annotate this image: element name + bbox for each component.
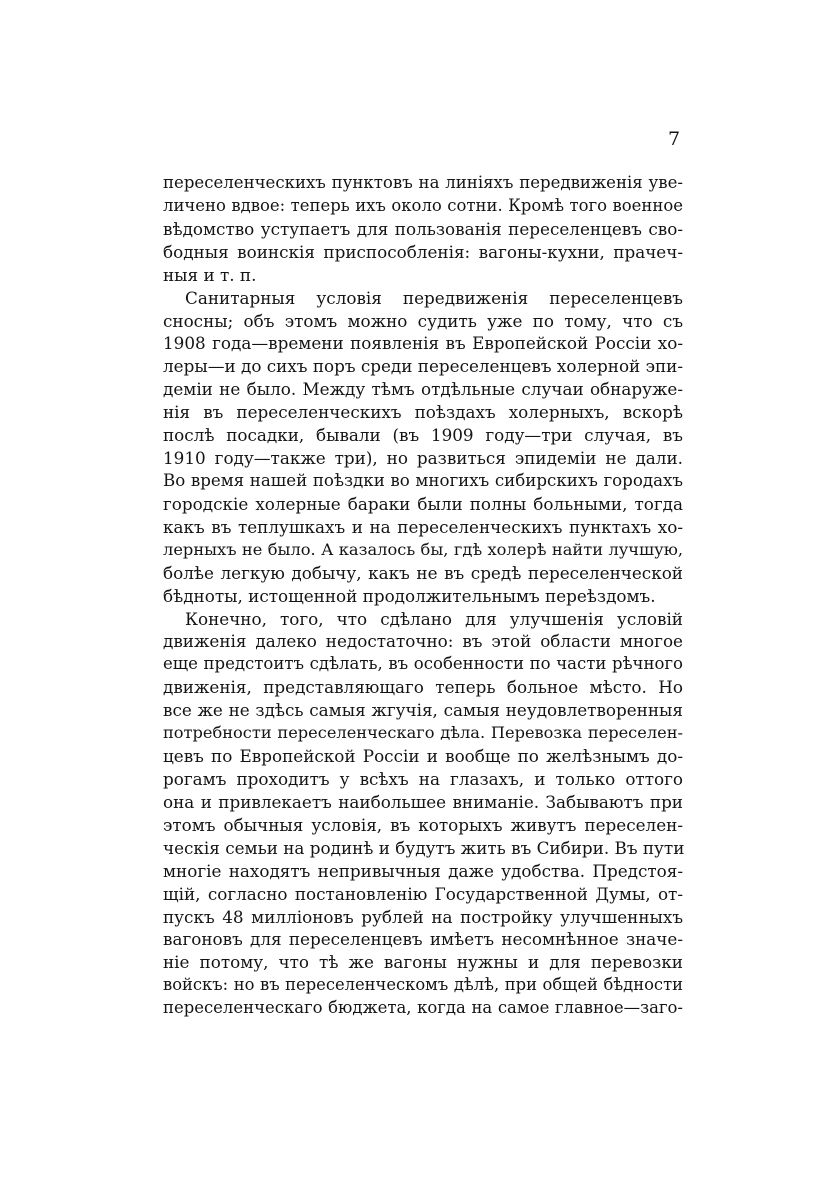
text-line: еще предстоитъ сдѣлать, въ особенности по части рѣчного (163, 654, 683, 674)
paragraph-start-line: Конечно, того, что сдѣлано для улучшенія условій (185, 608, 683, 629)
body-text (163, 172, 683, 1020)
text-line: пускъ 48 милліоновъ рублей на постройку улучшенныхъ (163, 906, 683, 927)
text-line: 1908 года—времени появленія въ Европейской Россіи хо- (163, 333, 683, 354)
text-line: личено вдвое: теперь ихъ около сотни. Кромѣ того военное (163, 195, 683, 215)
text-line: леры—и до сихъ поръ среди переселенцевъ холерной эпи- (163, 356, 684, 377)
text-line: она и привлекаетъ наибольшее вниманіе. Забываютъ при (163, 791, 683, 812)
text-line: переселенческихъ пунктовъ на линіяхъ передвиженія уве- (163, 173, 683, 192)
text-line: бодныя воинскія приспособленія: вагоны-кухни, прачеч- (163, 241, 683, 262)
text-line: бѣдноты, истощенной продолжительнымъ переѣздомъ. (163, 585, 656, 606)
text-line: послѣ посадки, бывали (въ 1909 году—три случая, въ (163, 425, 683, 446)
text-line: ныя и т. п. (163, 264, 257, 285)
text-line: болѣе легкую добычу, какъ не въ средѣ переселенческой (163, 562, 683, 583)
text-line: городскіе холерные бараки были полны больными, тогда (163, 493, 683, 514)
text-line: ніе потому, что тѣ же вагоны нужны и для перевозки (163, 952, 683, 973)
paragraph-start-line: Санитарныя условія передвиженія переселенцевъ (185, 287, 683, 308)
text-line: 1910 году—также три), но развиться эпидеміи не дали. (163, 448, 683, 469)
text-line: лерныхъ не было. А казалось бы, гдѣ холерѣ найти лучшую, (163, 539, 683, 559)
text-line: нія въ переселенческихъ поѣздахъ холерныхъ, вскорѣ (163, 402, 683, 423)
text-line: щій, согласно постановленію Государственной Думы, от- (163, 883, 683, 904)
text-line: движенія далеко недостаточно: въ этой области многое (163, 631, 683, 652)
text-line: вѣдомство уступаетъ для пользованія переселенцевъ сво- (163, 218, 683, 239)
text-line: какъ въ теплушкахъ и на переселенческихъ пунктахъ хо- (163, 516, 683, 537)
text-line: этомъ обычныя условія, въ которыхъ живутъ переселен- (163, 814, 683, 835)
text-line: цевъ по Европейской Россіи и вообще по желѣзнымъ до- (163, 746, 683, 767)
text-line: потребности переселенческаго дѣла. Перевозка переселен- (163, 723, 683, 743)
text-line: сносны; объ этомъ можно судить уже по тому, что съ (163, 310, 683, 331)
text-line: деміи не было. Между тѣмъ отдѣльные случаи обнаруже- (163, 379, 683, 400)
text-line: многіе находятъ непривычныя даже удобства. Предстоя- (163, 860, 683, 881)
text-line: вагоновъ для переселенцевъ имѣетъ несомнѣнное значе- (163, 929, 683, 950)
text-line: все же не здѣсь самыя жгучія, самыя неудовлетворенныя (163, 700, 683, 721)
text-line: рогамъ проходитъ у всѣхъ на глазахъ, и только оттого (163, 768, 683, 789)
text-line: войскъ: но въ переселенческомъ дѣлѣ, при общей бѣдности (163, 975, 683, 995)
text-line: ческія семьи на родинѣ и будутъ жить въ Сибири. Въ пути (163, 837, 685, 858)
page-number: 7 (668, 128, 681, 150)
text-line: Во время нашей поѣздки во многихъ сибирскихъ городахъ (163, 470, 683, 490)
text-line: переселенческаго бюджета, когда на самое главное—заго- (163, 998, 683, 1018)
text-line: движенія, представляющаго теперь больное мѣсто. Но (163, 677, 683, 698)
